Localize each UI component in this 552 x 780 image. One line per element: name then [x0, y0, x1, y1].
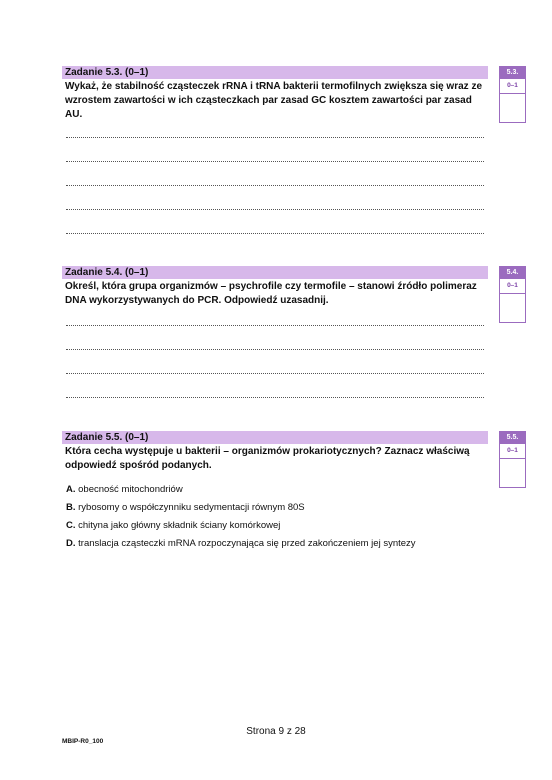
- score-task-number: 5.4.: [500, 267, 525, 279]
- option-letter: C.: [66, 520, 76, 531]
- task-question: Określ, która grupa organizmów – psychrofile czy termofile – stanowi źródło polimeraz DNA wykorzystywanych do PCR. Odpowiedź uzasadnij.: [65, 281, 477, 306]
- task-5-4: [62, 266, 488, 308]
- score-points: 0–1: [500, 79, 525, 94]
- option-text: chityna jako główny składnik ściany komórkowej: [75, 520, 281, 531]
- task-header: Zadanie 5.5. (0–1): [62, 431, 488, 444]
- task-question: Która cecha występuje u bakterii – organizmów prokariotycznych? Zaznacz właściwą odpowiedź spośród podanych.: [65, 446, 470, 471]
- option-letter: D.: [66, 538, 76, 549]
- answer-line[interactable]: [66, 209, 484, 210]
- answer-option-c[interactable]: [66, 520, 280, 532]
- option-text: rybosomy o współczynniku sedymentacji równym 80S: [75, 502, 305, 513]
- score-box-5-5: [499, 431, 526, 488]
- score-points: 0–1: [500, 444, 525, 459]
- task-5-5: [62, 431, 488, 473]
- option-letter: A.: [66, 484, 76, 495]
- page-number: Strona 9 z 28: [246, 726, 306, 737]
- option-letter: B.: [66, 502, 76, 513]
- answer-line[interactable]: [66, 233, 484, 234]
- task-question: Wykaż, że stabilność cząsteczek rRNA i tRNA bakterii termofilnych zwiększa się wraz ze wzrostem zawartości w ich cząsteczkach par zasad GC kosztem zawartości par zasad AU.: [65, 81, 483, 120]
- answer-line[interactable]: [66, 137, 484, 138]
- answer-option-a[interactable]: [66, 484, 183, 496]
- answer-line[interactable]: [66, 373, 484, 374]
- task-header: Zadanie 5.4. (0–1): [62, 266, 488, 279]
- score-task-number: 5.3.: [500, 67, 525, 79]
- answer-line[interactable]: [66, 397, 484, 398]
- score-box-5-4: [499, 266, 526, 323]
- answer-line[interactable]: [66, 185, 484, 186]
- answer-option-b[interactable]: [66, 502, 305, 514]
- option-text: obecność mitochondriów: [75, 484, 183, 495]
- score-box-5-3: [499, 66, 526, 123]
- document-code: MBIP-R0_100: [62, 738, 104, 745]
- task-5-3: [62, 66, 488, 122]
- score-field[interactable]: [500, 94, 525, 122]
- score-task-number: 5.5.: [500, 432, 525, 444]
- answer-line[interactable]: [66, 349, 484, 350]
- option-text: translacja cząsteczki mRNA rozpoczynająca się przed zakończeniem jej syntezy: [75, 538, 416, 549]
- task-header: Zadanie 5.3. (0–1): [62, 66, 488, 79]
- score-points: 0–1: [500, 279, 525, 294]
- answer-option-d[interactable]: [66, 538, 416, 550]
- score-field[interactable]: [500, 459, 525, 487]
- answer-line[interactable]: [66, 161, 484, 162]
- answer-line[interactable]: [66, 325, 484, 326]
- score-field[interactable]: [500, 294, 525, 322]
